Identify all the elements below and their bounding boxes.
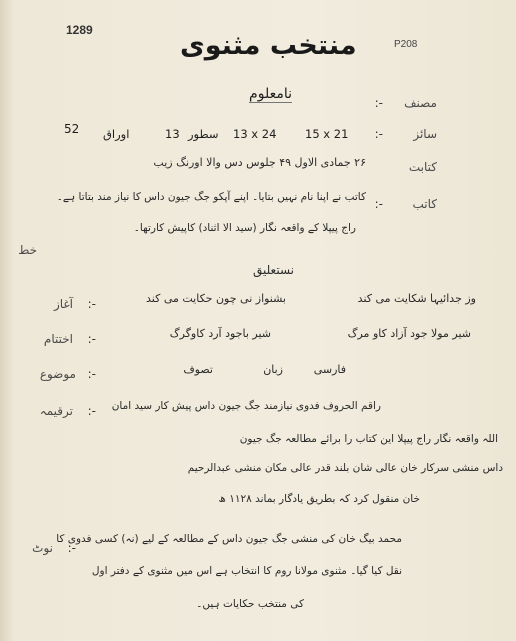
aghaz-value-left: وز جدائیہا شکایت می کند [357, 292, 476, 305]
note-line-2: نقل کیا گیا۔ مثنوی مولانا روم کا انتخاب ہے اس میں مثنوی کے دفتر اول [91, 565, 402, 577]
sep-note: :- [67, 541, 76, 555]
katib-line-1: کاتب نے اپنا نام نہیں بتایا۔ اپنے آپکو جگ جیون داس کا نیاز مند بتاتا ہے۔ [56, 191, 366, 203]
label-mauzoo: موضوع [39, 367, 76, 381]
ikhtitam-value-left: شیر مولا جود آزاد کاو مرگ [347, 327, 471, 340]
sep-katib: :- [374, 197, 383, 211]
note-line-1: محمد بیگ خان کی منشی جگ جیون داس کے مطالعہ کے لیے (نہ) کسی فدوی کا [56, 533, 402, 545]
label-aghaz: آغاز [53, 297, 73, 311]
author-value: نامعلوم [249, 86, 292, 102]
sep-aghaz: :- [87, 297, 96, 311]
tarqima-line-3: داس منشی سرکار خان عالی شان بلند قدر عالی مکان منشی عبدالرحیم [187, 462, 503, 474]
zaban-value: فارسی [313, 363, 346, 376]
sep-size: :- [374, 127, 383, 141]
reference-code: P208 [394, 39, 418, 50]
label-kitabat: کتابت [408, 160, 437, 174]
size-dims-2: 13 x 24 [233, 127, 277, 141]
size-dims-1: 15 x 21 [305, 127, 349, 141]
page-title: منتخب مثنوی [180, 30, 357, 61]
aghaz-value-right: بشنواز نی چون حکایت می کند [146, 292, 286, 305]
label-tarqima: ترقیمہ [39, 404, 73, 418]
page-number: 1289 [66, 23, 93, 37]
label-size: سائز [413, 127, 437, 141]
khat-value: نستعلیق [252, 263, 294, 277]
label-ikhtitam: اختتام [43, 332, 73, 346]
sep-musannif: :- [374, 96, 383, 110]
zaban-label: زبان [263, 363, 283, 376]
note-line-3: کی منتخب حکایات ہیں۔ [196, 598, 304, 610]
size-leaves: 52 [64, 122, 80, 136]
ikhtitam-value-right: شیر باجود آرد کاوگرگ [169, 327, 271, 340]
tarqima-line-1: راقم الحروف فدوی نیازمند جگ جیون داس پیش کار سید امان [111, 400, 381, 412]
tarqima-line-2: اللہ واقعہ نگار راج پیپلا این کتاب را برائے مطالعہ جگ جیون [239, 433, 498, 445]
label-note: نوٹ [32, 541, 53, 555]
label-khat: خط [18, 243, 37, 257]
tarqima-line-4: خان منقول کرد کہ بطریق یادگار بماند ۱۱۲۸ ھ [218, 493, 420, 505]
label-katib: کاتب [412, 197, 437, 211]
kitabat-value: ۲۶ جمادی الاول ۴۹ جلوس دس والا اورنگ زیب [153, 156, 366, 169]
size-lines-label: سطور [188, 127, 219, 141]
mauzoo-value: تصوف [183, 363, 213, 376]
size-lines: 13 [165, 127, 180, 141]
sep-ikhtitam: :- [87, 332, 96, 346]
size-leaves-label: اوراق [103, 127, 130, 141]
sep-mauzoo: :- [87, 367, 96, 381]
katib-line-2: راج پیپلا کے واقعہ نگار (سید الا اثناد) کاپیش کارتھا۔ [133, 222, 356, 234]
label-musannif: مصنف [404, 96, 437, 110]
sep-tarqima: :- [87, 404, 96, 418]
